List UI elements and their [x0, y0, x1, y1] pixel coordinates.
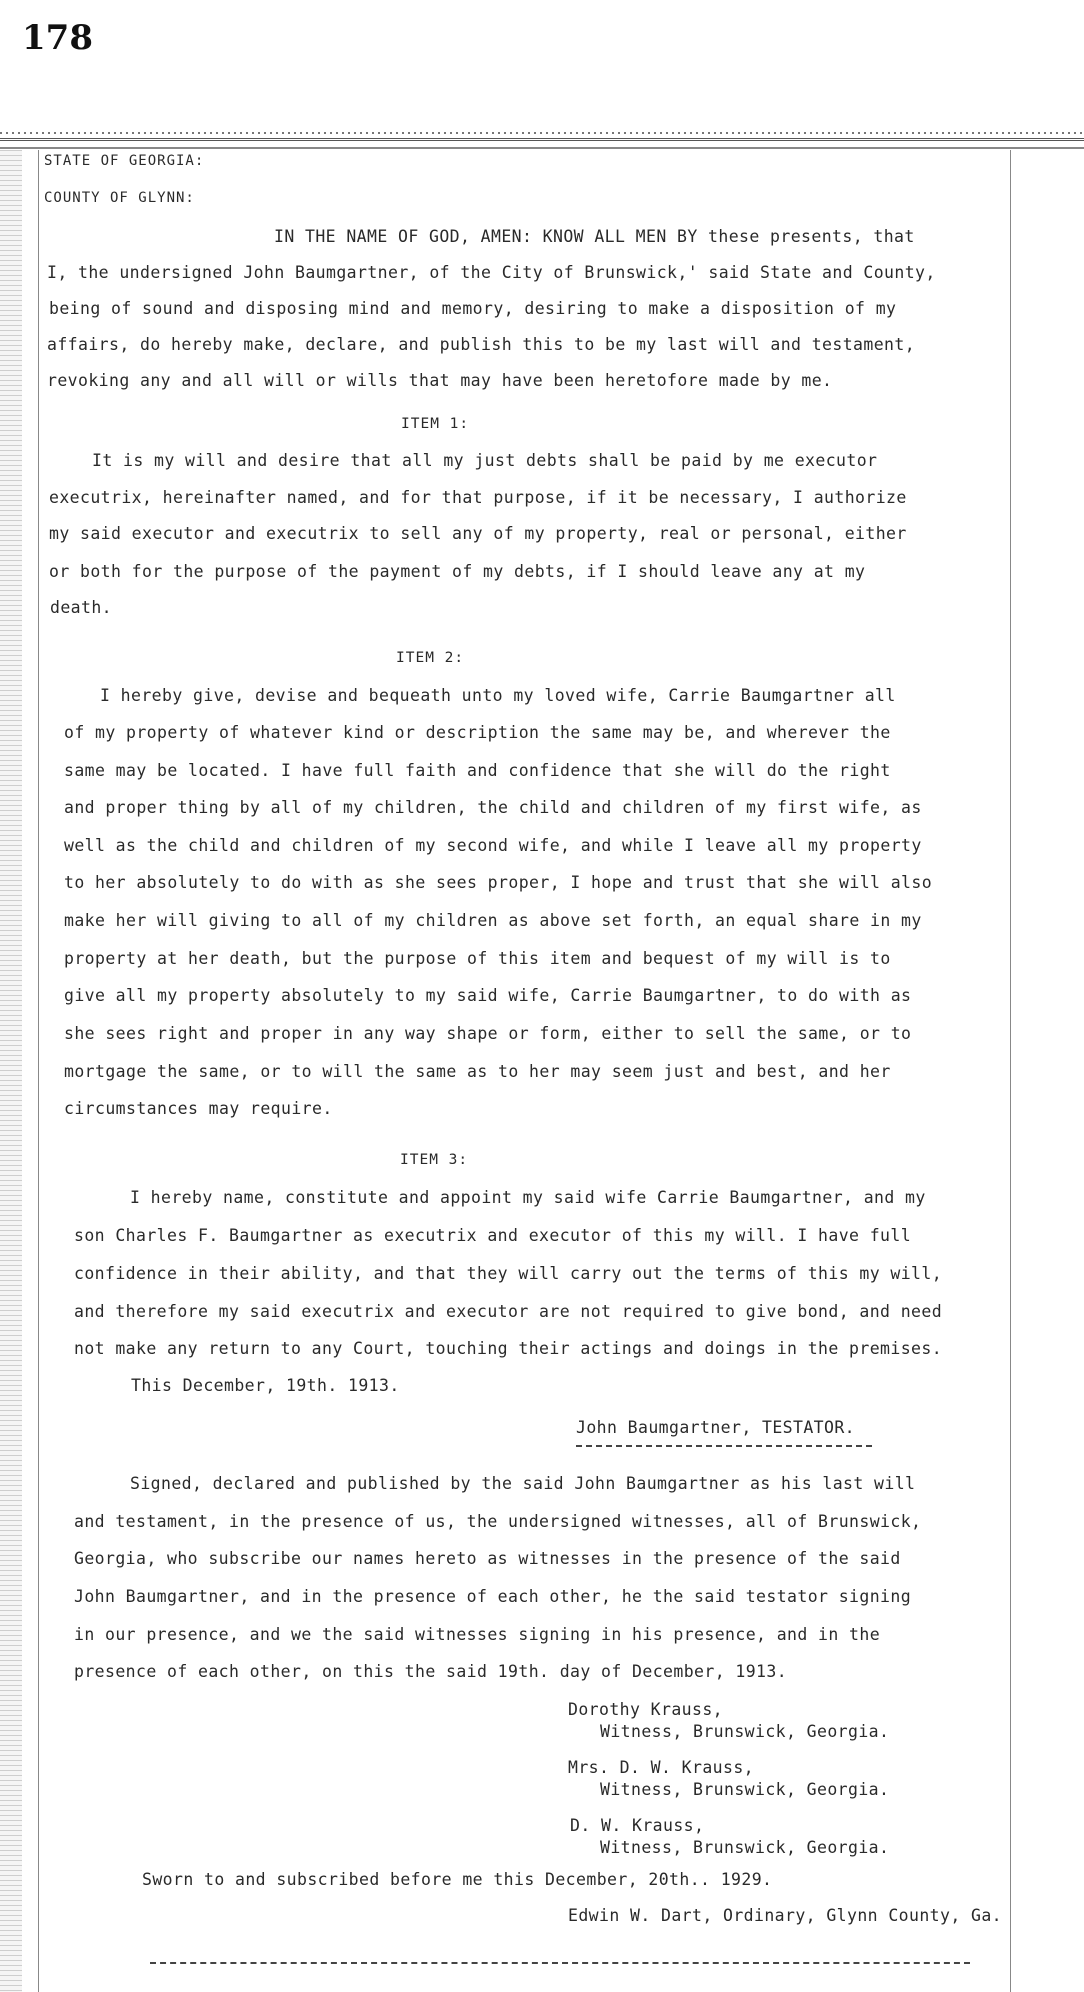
attestation-line: in our presence, and we the said witnesses signing in his presence, and in the	[74, 1625, 881, 1644]
item-2-line: and proper thing by all of my children, the child and children of my first wife, as	[64, 798, 922, 817]
witness-name: D. W. Krauss,	[570, 1816, 705, 1835]
item-2-line: well as the child and children of my second wife, and while I leave all my property	[64, 836, 922, 855]
ordinary-signature: Edwin W. Dart, Ordinary, Glynn County, Ga.	[568, 1906, 1003, 1925]
item-2-heading: ITEM 2:	[396, 650, 465, 666]
bottom-dashed-rule	[150, 1962, 970, 1964]
item-3-line: and therefore my said executrix and executor are not required to give bond, and need	[74, 1302, 943, 1321]
preamble-line: revoking any and all will or wills that may have been heretofore made by me.	[47, 371, 833, 390]
item-1-line: or both for the purpose of the payment of my debts, if I should leave any at my	[49, 562, 866, 581]
item-2-line: property at her death, but the purpose of this item and bequest of my will is to	[64, 949, 891, 968]
top-double-rule	[0, 138, 1084, 149]
attestation-line: presence of each other, on this the said 19th. day of December, 1913.	[74, 1662, 788, 1681]
item-2-line: of my property of whatever kind or description the same may be, and wherever the	[64, 723, 891, 742]
witness-role: Witness, Brunswick, Georgia.	[600, 1780, 890, 1799]
item-1-line: my said executor and executrix to sell any of my property, real or personal, either	[49, 524, 907, 543]
item-3-line: confidence in their ability, and that they will carry out the terms of this my will,	[74, 1264, 943, 1283]
county-heading: COUNTY OF GLYNN:	[44, 190, 195, 206]
preamble-line: being of sound and disposing mind and memory, desiring to make a disposition of my	[49, 299, 897, 318]
item-2-line: circumstances may require.	[64, 1099, 333, 1118]
page-number: 178	[22, 18, 93, 58]
item-2-line: give all my property absolutely to my said wife, Carrie Baumgartner, to do with as	[64, 986, 912, 1005]
item-1-line: executrix, hereinafter named, and for that purpose, if it be necessary, I authorize	[49, 488, 907, 507]
right-margin-rule	[1010, 150, 1011, 1992]
item-2-line: same may be located. I have full faith and confidence that she will do the right	[64, 761, 891, 780]
testator-signature-rule	[576, 1445, 872, 1447]
item-3-heading: ITEM 3:	[400, 1152, 469, 1168]
item-2-line: make her will giving to all of my children as above set forth, an equal share in my	[64, 911, 922, 930]
preamble-line: IN THE NAME OF GOD, AMEN: KNOW ALL MEN BY these presents, that	[274, 227, 915, 246]
sworn-line: Sworn to and subscribed before me this December, 20th.. 1929.	[142, 1870, 773, 1889]
witness-role: Witness, Brunswick, Georgia.	[600, 1838, 890, 1857]
item-2-line: I hereby give, devise and bequeath unto my loved wife, Carrie Baumgartner all	[100, 686, 896, 705]
top-dotted-rule	[0, 132, 1084, 134]
attestation-line: Georgia, who subscribe our names hereto as witnesses in the presence of the said	[74, 1549, 901, 1568]
item-3-line: I hereby name, constitute and appoint my said wife Carrie Baumgartner, and my	[130, 1188, 926, 1207]
item-2-line: mortgage the same, or to will the same as to her may seem just and best, and her	[64, 1062, 891, 1081]
left-margin-shading	[0, 150, 22, 1992]
item-3-line: son Charles F. Baumgartner as executrix and executor of this my will. I have full	[74, 1226, 912, 1245]
testator-signature: John Baumgartner, TESTATOR.	[576, 1418, 856, 1437]
witness-role: Witness, Brunswick, Georgia.	[600, 1722, 890, 1741]
date-line: This December, 19th. 1913.	[131, 1376, 400, 1395]
item-1-heading: ITEM 1:	[401, 416, 470, 432]
witness-name: Dorothy Krauss,	[568, 1700, 724, 1719]
attestation-line: and testament, in the presence of us, the undersigned witnesses, all of Brunswick,	[74, 1512, 922, 1531]
left-margin-rule	[38, 150, 39, 1992]
item-2-line: to her absolutely to do with as she sees proper, I hope and trust that she will also	[64, 873, 933, 892]
attestation-line: John Baumgartner, and in the presence of each other, he the said testator signing	[74, 1587, 912, 1606]
state-heading: STATE OF GEORGIA:	[44, 153, 205, 169]
witness-name: Mrs. D. W. Krauss,	[568, 1758, 755, 1777]
item-3-line: not make any return to any Court, touching their actings and doings in the premises.	[74, 1339, 943, 1358]
item-1-line: death.	[50, 598, 113, 617]
item-2-line: she sees right and proper in any way shape or form, either to sell the same, or to	[64, 1024, 912, 1043]
preamble-line: I, the undersigned John Baumgartner, of the City of Brunswick,' said State and County,	[47, 263, 936, 282]
item-1-line: It is my will and desire that all my just debts shall be paid by me executor	[92, 451, 878, 470]
attestation-line: Signed, declared and published by the said John Baumgartner as his last will	[130, 1474, 916, 1493]
preamble-line: affairs, do hereby make, declare, and publish this to be my last will and testament,	[47, 335, 916, 354]
